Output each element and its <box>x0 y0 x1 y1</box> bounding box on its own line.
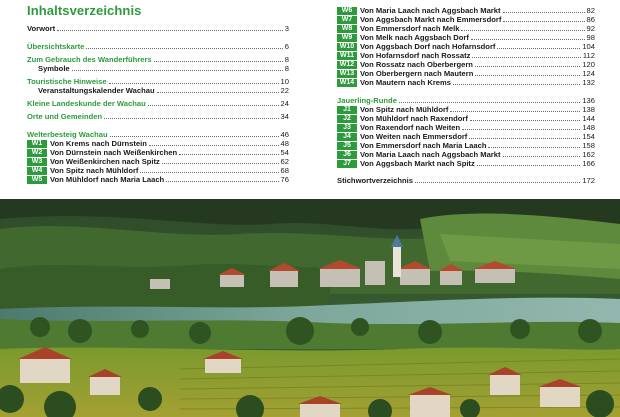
toc-entry-label: Veranstaltungskalender Wachau <box>38 86 155 95</box>
stage-code-badge: J1 <box>337 106 357 114</box>
stage-code-badge: W6 <box>337 7 357 15</box>
dot-leader <box>154 60 283 62</box>
toc-entry[interactable] <box>337 6 595 15</box>
toc-entry[interactable] <box>337 33 595 42</box>
toc-entry-label: Stichwortverzeichnis <box>337 176 413 185</box>
dot-leader <box>475 74 580 76</box>
toc-page-number: 104 <box>582 42 595 51</box>
toc-page-number: 8 <box>284 55 289 64</box>
dot-leader <box>470 119 580 121</box>
dot-leader <box>166 180 278 182</box>
toc-page-number: 138 <box>582 105 595 114</box>
stage-code-badge: W11 <box>337 52 357 60</box>
toc-entry[interactable] <box>337 42 595 51</box>
toc-page-number: 54 <box>280 148 289 157</box>
toc-entry-label: Vorwort <box>27 24 56 33</box>
dot-leader <box>109 82 279 84</box>
toc-entry-label: Von Dürnstein nach Weißenkirchen <box>50 148 178 157</box>
dot-leader <box>450 110 580 112</box>
toc-entry[interactable] <box>27 64 289 73</box>
toc-entry-label: Von Hofarnsdorf nach Rossatz <box>360 51 471 60</box>
toc-entry[interactable] <box>27 99 289 108</box>
toc-page-number: 158 <box>582 141 595 150</box>
toc-entry[interactable] <box>337 51 595 60</box>
toc-entry-label: Von Aggsbach Markt nach Emmersdorf <box>360 15 502 24</box>
toc-entry[interactable] <box>27 175 289 184</box>
toc-entry[interactable] <box>337 69 595 78</box>
toc-entry-label: Von Mühldorf nach Maria Laach <box>50 175 165 184</box>
toc-page-number: 144 <box>582 114 595 123</box>
toc-entry[interactable] <box>27 112 289 121</box>
toc-entry-label: Touristische Hinweise <box>27 77 107 86</box>
toc-entry[interactable] <box>27 86 289 95</box>
toc-entry[interactable] <box>27 166 289 175</box>
page-title: Inhaltsverzeichnis <box>27 3 142 18</box>
toc-entry[interactable] <box>337 96 595 105</box>
stage-code-badge: W8 <box>337 25 357 33</box>
toc-entry-label: Von Weiten nach Emmersdorf <box>360 132 468 141</box>
dot-leader <box>497 47 580 49</box>
dot-leader <box>472 56 580 58</box>
dot-leader <box>475 65 580 67</box>
wachau-landscape-photo <box>0 199 620 417</box>
dot-leader <box>453 83 580 85</box>
toc-entry-label: Symbole <box>38 64 70 73</box>
toc-page-number: 86 <box>586 15 595 24</box>
landscape-illustration <box>0 199 620 417</box>
toc-page-number: 62 <box>280 157 289 166</box>
stage-code-badge: W1 <box>27 140 47 148</box>
toc-page-number: 98 <box>586 33 595 42</box>
dot-leader <box>162 162 279 164</box>
dot-leader <box>488 146 580 148</box>
dot-leader <box>471 38 585 40</box>
toc-page-number: 46 <box>280 130 289 139</box>
dot-leader <box>57 29 283 31</box>
toc-entry[interactable] <box>337 141 595 150</box>
dot-leader <box>503 20 584 22</box>
toc-entry[interactable] <box>27 42 289 51</box>
toc-entry-label: Von Raxendorf nach Weiten <box>360 123 461 132</box>
stage-code-badge: W10 <box>337 43 357 51</box>
toc-page-number: 6 <box>284 42 289 51</box>
dot-leader <box>72 69 283 71</box>
stage-code-badge: W4 <box>27 167 47 175</box>
toc-entry-label: Von Oberbergern nach Mautern <box>360 69 474 78</box>
dot-leader <box>104 117 278 119</box>
dot-leader <box>179 153 278 155</box>
toc-page-number: 92 <box>586 24 595 33</box>
toc-entry[interactable] <box>337 150 595 159</box>
toc-entry-label: Von Aggsbach Dorf nach Hofarnsdorf <box>360 42 496 51</box>
stage-code-badge: W3 <box>27 158 47 166</box>
toc-entry[interactable] <box>27 157 289 166</box>
toc-entry-label: Welterbesteig Wachau <box>27 130 108 139</box>
toc-page-number: 34 <box>280 112 289 121</box>
toc-entry-label: Von Melk nach Aggsbach Dorf <box>360 33 469 42</box>
dot-leader <box>399 101 580 103</box>
toc-entry[interactable] <box>27 130 289 139</box>
toc-entry[interactable] <box>337 105 595 114</box>
dot-leader <box>503 11 585 13</box>
toc-page-number: 82 <box>586 6 595 15</box>
stage-code-badge: W7 <box>337 16 357 24</box>
dot-leader <box>503 155 581 157</box>
stage-code-badge: W13 <box>337 70 357 78</box>
toc-entry[interactable] <box>27 139 289 148</box>
toc-entry-label: Von Maria Laach nach Aggsbach Markt <box>360 6 501 15</box>
toc-page-number: 68 <box>280 166 289 175</box>
toc-page-number: 10 <box>280 77 289 86</box>
stage-code-badge: J4 <box>337 133 357 141</box>
toc-entry[interactable] <box>337 176 595 185</box>
dot-leader <box>461 29 584 31</box>
toc-entry[interactable] <box>337 159 595 168</box>
stage-code-badge: J5 <box>337 142 357 150</box>
toc-entry[interactable] <box>337 123 595 132</box>
toc-page-number: 154 <box>582 132 595 141</box>
toc-page-number: 166 <box>582 159 595 168</box>
toc-entry-label: Von Emmersdorf nach Maria Laach <box>360 141 487 150</box>
toc-page-number: 8 <box>284 64 289 73</box>
dot-leader <box>477 164 581 166</box>
dot-leader <box>469 137 580 139</box>
dot-leader <box>140 171 278 173</box>
toc-page-number: 132 <box>582 78 595 87</box>
toc-entry[interactable] <box>337 114 595 123</box>
toc-entry[interactable] <box>337 15 595 24</box>
dot-leader <box>157 91 279 93</box>
toc-entry-label: Jauerling-Runde <box>337 96 397 105</box>
stage-code-badge: J3 <box>337 124 357 132</box>
toc-entry[interactable] <box>27 77 289 86</box>
toc-entry[interactable] <box>337 78 595 87</box>
toc-entry-label: Von Maria Laach nach Aggsbach Markt <box>360 150 501 159</box>
toc-entry[interactable] <box>337 60 595 69</box>
stage-code-badge: W12 <box>337 61 357 69</box>
toc-entry-label: Von Mühldorf nach Raxendorf <box>360 114 468 123</box>
toc-page-number: 162 <box>582 150 595 159</box>
stage-code-badge: J6 <box>337 151 357 159</box>
dot-leader <box>148 104 279 106</box>
toc-page-number: 76 <box>280 175 289 184</box>
toc-entry-label: Von Spitz nach Mühldorf <box>360 105 449 114</box>
dot-leader <box>110 135 279 137</box>
toc-page-number: 22 <box>280 86 289 95</box>
stage-code-badge: J2 <box>337 115 357 123</box>
toc-entry[interactable] <box>27 148 289 157</box>
toc-entry-label: Von Spitz nach Mühldorf <box>50 166 139 175</box>
stage-code-badge: W2 <box>27 149 47 157</box>
toc-page-number: 112 <box>582 51 595 60</box>
toc-page-number: 136 <box>582 96 595 105</box>
toc-page-number: 48 <box>280 139 289 148</box>
toc-entry-label: Übersichtskarte <box>27 42 85 51</box>
toc-entry-label: Von Emmersdorf nach Melk <box>360 24 460 33</box>
toc-entry-label: Von Aggsbach Markt nach Spitz <box>360 159 475 168</box>
toc-page-number: 24 <box>280 99 289 108</box>
toc-entry-label: Von Krems nach Dürnstein <box>50 139 147 148</box>
stage-code-badge: J7 <box>337 160 357 168</box>
toc-page-number: 124 <box>582 69 595 78</box>
toc-entry-label: Zum Gebrauch des Wanderführers <box>27 55 152 64</box>
toc-entry-label: Orte und Gemeinden <box>27 112 103 121</box>
toc-entry-label: Kleine Landeskunde der Wachau <box>27 99 146 108</box>
toc-entry[interactable] <box>27 55 289 64</box>
stage-code-badge: W14 <box>337 79 357 87</box>
dot-leader <box>462 128 580 130</box>
toc-page-number: 148 <box>582 123 595 132</box>
dot-leader <box>149 144 279 146</box>
stage-code-badge: W5 <box>27 176 47 184</box>
toc-entry[interactable] <box>337 132 595 141</box>
dot-leader <box>86 47 282 49</box>
toc-entry[interactable] <box>337 24 595 33</box>
dot-leader <box>415 181 580 183</box>
toc-page-number: 172 <box>582 176 595 185</box>
toc-page-number: 3 <box>284 24 289 33</box>
toc-entry[interactable] <box>27 24 289 33</box>
toc-entry-label: Von Rossatz nach Oberbergern <box>360 60 473 69</box>
stage-code-badge: W9 <box>337 34 357 42</box>
toc-entry-label: Von Mautern nach Krems <box>360 78 452 87</box>
toc-entry-label: Von Weißenkirchen nach Spitz <box>50 157 160 166</box>
toc-page-number: 120 <box>582 60 595 69</box>
